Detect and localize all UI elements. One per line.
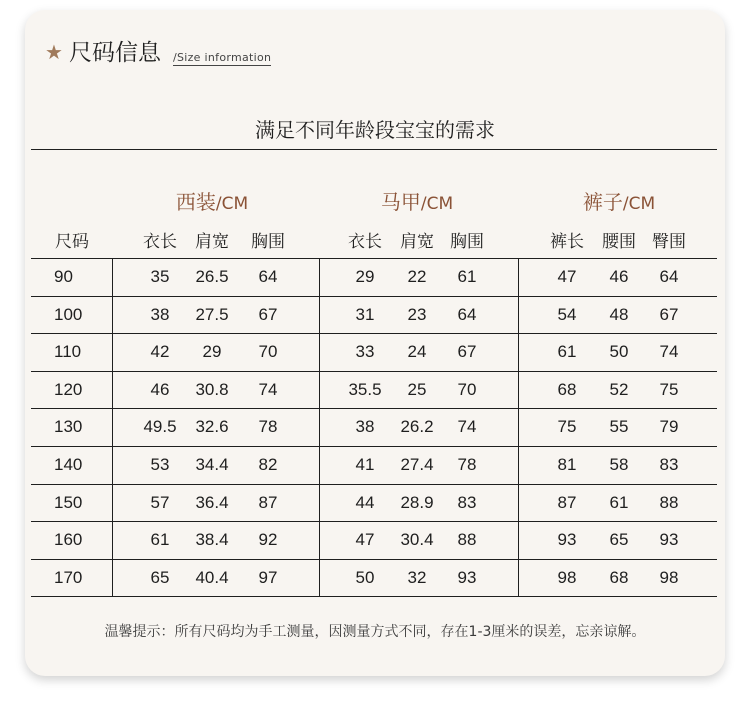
table-cell: 64 [258,267,278,286]
table-cell: 34.4 [195,455,229,474]
table-cell: 46 [150,380,170,399]
group-unit: /CM [215,194,249,214]
table-row-divider [31,258,717,259]
table-row-divider [31,521,717,522]
table-cell: 68 [557,380,577,399]
table-cell: 70 [457,380,477,399]
table-cell: 87 [258,493,278,512]
table-cell: 64 [659,267,679,286]
table-row-divider [31,559,717,560]
table-cell: 61 [457,267,477,286]
table-cell: 53 [150,455,170,474]
table-cell: 67 [659,305,679,324]
table-cell: 81 [557,455,577,474]
row-size-label: 130 [54,417,83,436]
table-cell: 25 [407,380,427,399]
table-cell: 30.8 [195,380,229,399]
table-cell: 74 [457,417,477,436]
table-cell: 92 [258,530,278,549]
table-cell: 61 [150,530,170,549]
row-size-label: 150 [54,493,83,512]
measurement-note: 温馨提示：所有尺码均为手工测量，因测量方式不同，存在1-3厘米的误差，忘亲谅解。 [104,624,646,640]
table-cell: 38 [355,417,375,436]
table-cell: 79 [659,417,679,436]
column-header: 衣长 [143,232,177,252]
table-cell: 74 [659,342,679,361]
table-cell: 35.5 [348,380,382,399]
table-cell: 36.4 [195,493,229,512]
table-cell: 27.5 [195,305,229,324]
table-cell: 67 [457,342,477,361]
page-subtitle: 满足不同年龄段宝宝的需求 [255,118,495,142]
table-cell: 50 [609,342,629,361]
table-cell: 26.2 [400,417,434,436]
table-cell: 49.5 [143,417,177,436]
column-divider [319,258,320,596]
table-cell: 78 [258,417,278,436]
table-cell: 93 [457,568,477,587]
table-row-divider [31,484,717,485]
column-header: 腰围 [602,232,636,252]
table-cell: 35 [150,267,170,286]
row-size-label: 90 [54,267,73,286]
table-cell: 82 [258,455,278,474]
column-header: 肩宽 [195,232,229,252]
table-cell: 75 [557,417,577,436]
table-cell: 67 [258,305,278,324]
table-cell: 29 [355,267,375,286]
table-cell: 57 [150,493,170,512]
group-header-1 [152,186,272,215]
table-cell: 54 [557,305,577,324]
table-cell: 26.5 [195,267,229,286]
group-unit: /CM [622,194,656,214]
table-cell: 44 [355,493,375,512]
column-header: 胸围 [251,232,285,252]
table-cell: 78 [457,455,477,474]
group-unit: /CM [420,194,454,214]
row-size-label: 170 [54,568,83,587]
table-cell: 38.4 [195,530,229,549]
table-cell: 40.4 [195,568,229,587]
table-cell: 33 [355,342,375,361]
column-divider [112,258,113,596]
table-cell: 27.4 [400,455,434,474]
column-header-size: 尺码 [55,232,89,252]
table-cell: 31 [355,305,375,324]
table-row-divider [31,371,717,372]
table-cell: 47 [557,267,577,286]
column-header: 裤长 [550,232,584,252]
table-cell: 65 [609,530,629,549]
row-size-label: 110 [54,342,82,361]
row-size-label: 160 [54,530,83,549]
table-cell: 24 [407,342,427,361]
table-cell: 64 [457,305,477,324]
group-header-2 [357,186,477,215]
table-row-divider [31,596,717,597]
group-name: 马甲 [380,190,421,214]
table-cell: 83 [659,455,679,474]
table-cell: 22 [407,267,427,286]
table-row-divider [31,446,717,447]
table-cell: 41 [355,455,375,474]
table-cell: 98 [659,568,679,587]
column-divider [518,258,519,596]
section-title: 尺码信息 [68,40,161,66]
row-size-label: 140 [54,455,83,474]
table-cell: 50 [355,568,375,587]
table-cell: 47 [355,530,375,549]
section-header [45,38,271,68]
table-cell: 68 [609,568,629,587]
table-cell: 30.4 [400,530,434,549]
table-cell: 55 [609,417,629,436]
table-cell: 70 [258,342,278,361]
table-cell: 97 [258,568,278,587]
table-row-divider [31,296,717,297]
table-cell: 75 [659,380,679,399]
table-cell: 28.9 [400,493,434,512]
star-icon: ★ [45,40,63,64]
column-header: 胸围 [450,232,484,252]
table-cell: 83 [457,493,477,512]
column-header: 臀围 [652,232,686,252]
table-cell: 87 [557,493,577,512]
section-subtitle-en: /Size information [172,51,272,64]
table-cell: 93 [659,530,679,549]
table-cell: 93 [557,530,577,549]
table-cell: 46 [609,267,629,286]
table-row-divider [31,408,717,409]
table-cell: 88 [457,530,477,549]
table-cell: 29 [202,342,222,361]
table-cell: 38 [150,305,170,324]
row-size-label: 120 [54,380,83,399]
table-cell: 32 [407,568,427,587]
table-cell: 61 [609,493,629,512]
table-cell: 88 [659,493,679,512]
column-header: 肩宽 [400,232,434,252]
group-name: 裤子 [582,190,623,214]
group-name: 西装 [175,190,216,214]
table-cell: 48 [609,305,629,324]
table-cell: 98 [557,568,577,587]
table-cell: 58 [609,455,629,474]
row-size-label: 100 [54,305,83,324]
table-cell: 74 [258,380,278,399]
table-cell: 42 [150,342,170,361]
table-cell: 23 [407,305,427,324]
table-cell: 52 [609,380,629,399]
table-cell: 61 [557,342,577,361]
group-header-3 [559,186,679,215]
column-header: 衣长 [348,232,382,252]
table-row-divider [31,333,717,334]
table-cell: 65 [150,568,170,587]
table-cell: 32.6 [195,417,229,436]
subtitle-rule [31,149,717,150]
